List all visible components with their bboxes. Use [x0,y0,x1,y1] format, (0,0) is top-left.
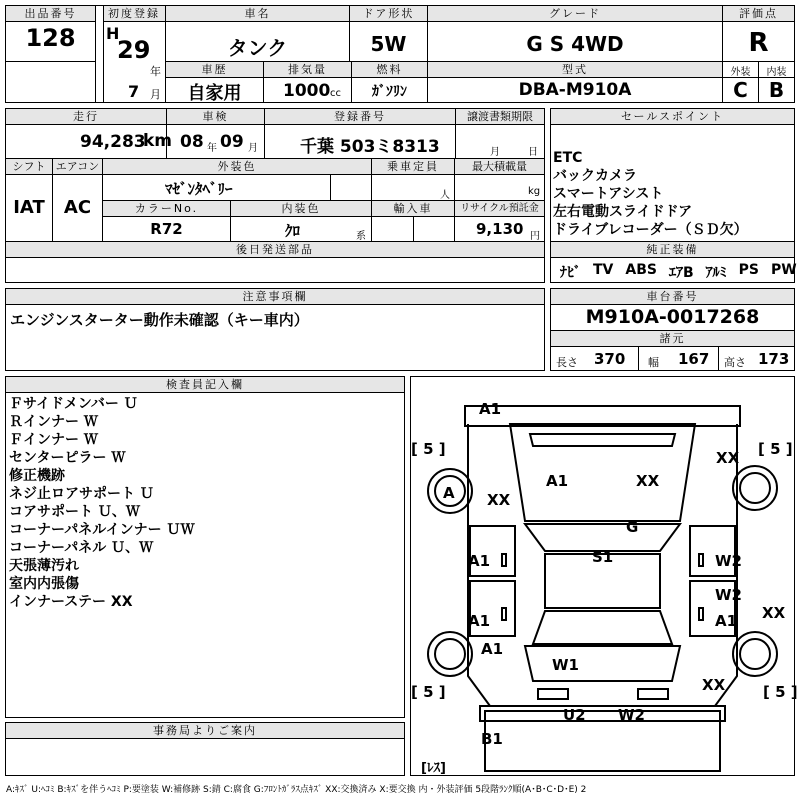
shift-label: シフト [6,159,52,175]
mileage-label: 走行 [6,109,166,125]
equip-item: PW [771,262,797,278]
inspector-line: Ｒインナー Ｗ [9,414,98,430]
interior-color: ｸﾛ [285,222,301,240]
mark-b1: B1 [481,730,503,748]
displacement-label: 排気量 [264,62,351,78]
mark-w2-door-r: W2 [715,552,742,570]
first-reg-month: 7 [128,82,140,101]
load-label: 最大積載量 [455,159,544,175]
history: 自家用 [187,83,242,104]
mark-a1-door-l: A1 [468,552,491,570]
mark-tire-rr: [ 5 ] [763,683,798,701]
chassis-label: 車台番号 [551,289,794,305]
height-label: 高さ [724,356,746,369]
inspector-line: 天張薄汚れ [9,558,79,574]
color-label: 外装色 [103,159,371,175]
model-label: 車名 [166,6,349,22]
type-code: DBA-M910A [518,80,632,100]
mark-xx-rq: XX [762,604,786,622]
history-label: 車歴 [166,62,263,78]
docs-month: 月 [490,147,500,158]
score: R [748,28,769,58]
shaken-label: 車検 [167,109,264,125]
equip-list [560,262,797,282]
load-unit: kg [528,186,541,197]
int-label: 内装 [766,67,787,78]
shift: IAT [13,197,45,218]
first-reg-year: 29 [117,36,151,64]
capacity-label: 乗車定員 [372,159,454,175]
fuel: ｶﾞｿﾘﾝ [372,84,407,100]
inspector-line: コーナーパネル Ｕ、Ｗ [9,540,154,556]
mark-g-glass: G [626,518,639,536]
mark-tire-fl: [ 5 ] [411,440,446,458]
notes-label: 注意事項欄 [6,289,544,305]
fuel-label: 燃料 [352,62,427,78]
km-unit: km [143,131,173,151]
int-score: B [768,78,785,102]
month-unit: 月 [150,88,161,101]
mark-a-fender: A [443,484,455,502]
type-label: 型式 [428,62,722,78]
yen-unit: 円 [530,231,540,242]
sales-list [553,149,748,239]
sales-item: バックカメラ [553,168,637,184]
inspector-line: コーナーパネルインナー ＵＷ [9,522,195,538]
plate-label: 登録番号 [265,109,455,125]
shaken-month-unit: 月 [248,143,258,154]
model-name: タンク [227,36,288,60]
year-unit: 年 [150,65,161,78]
equip-item: ｱﾙﾐ [705,265,727,281]
mark-s1-roof: S1 [592,548,614,566]
sales-item: スマートアシスト [553,186,664,202]
later-parts-label: 後日発送部品 [6,242,544,258]
ext-label: 外装 [730,67,751,78]
era: H [106,24,120,43]
shaken-year: 08 [180,132,204,152]
mark-w2-bumper: W2 [618,706,645,724]
length-value: 370 [594,350,626,368]
displacement: 1000 [283,81,331,101]
inspector-line: ネジ止ロアサポート Ｕ [9,486,154,502]
ac-label: エアコン [53,159,102,175]
door-label: ドア形状 [350,6,427,22]
color-name: ﾏｾﾞﾝﾀﾍﾞﾘｰ [165,180,233,198]
mark-w2-rear-r: W2 [715,586,742,604]
sales-item: ドライブレコーダー（ＳＤ欠） [553,222,748,238]
inspector-list [9,395,194,611]
docs-label: 譲渡書類期限 [456,109,544,125]
cc-unit: cc [330,88,341,99]
sales-item: ETC [553,150,583,166]
shaken-year-unit: 年 [207,143,217,154]
lot-label: 出品番号 [6,6,95,22]
color-no-label: カラーNo. [103,201,230,217]
shaken-month: 09 [220,132,244,152]
inspector-line: 修正機跡 [9,468,65,484]
inspector-line: センターピラー Ｗ [9,450,126,466]
equip-item: ﾅﾋﾞ [560,265,581,281]
equip-item: ABS [625,262,657,278]
width-label: 幅 [648,356,659,369]
capacity-unit: 人 [440,190,450,201]
mark-u2: U2 [563,706,586,724]
mark-spare: [ﾚｽ] [421,761,446,776]
first-reg-label: 初度登録 [103,6,165,22]
sales-label: セールスポイント [551,109,794,125]
width-value: 167 [678,350,710,368]
length-label: 長さ [556,356,578,369]
equip-item: ｴｱB [668,265,694,281]
interior-kei: 系 [356,231,366,242]
note-text: エンジンスターター動作未確認（キー車内） [10,311,309,329]
mark-tire-rl: [ 5 ] [411,683,446,701]
equip-item: PS [738,262,759,278]
inspector-line: コアサポート Ｕ、Ｗ [9,504,140,520]
mark-xx-hood: XX [636,472,660,490]
height-value: 173 [758,350,790,368]
color-no: R72 [150,220,183,238]
mark-a1-rear-r: A1 [715,612,738,630]
inspector-label: 検査員記入欄 [6,377,404,393]
recycle-amount: 9,130 [476,220,524,238]
mark-front-a1: A1 [479,400,502,418]
equip-label: 純正装備 [551,242,794,258]
door-type: 5W [370,32,407,56]
mark-tire-fr: [ 5 ] [758,440,793,458]
inspector-line: インナーステー XX [9,594,133,610]
plate-number: 千葉 503ミ8313 [300,137,440,157]
office-label: 事務局よりご案内 [6,723,404,739]
grade: G S 4WD [526,32,624,56]
mark-xx-fender: XX [487,491,511,509]
mark-a1-hood: A1 [546,472,569,490]
recycle-label: リサイクル預託金 [455,201,544,217]
legend: A:ｷｽﾞ U:ﾍｺﾐ B:ｷｽﾞを伴うﾍｺﾐ P:要塗装 W:補修跡 S:錆 C:腐食 G:ﾌﾛﾝﾄｶﾞﾗｽ点ｷｽﾞ XX:交換済み X:要交換 内・外装評価 5段階ﾗﾝｸ順(A･B･C･D･E) 2 [6,785,587,795]
inspector-line: Ｆサイドメンバー Ｕ [9,396,138,412]
sales-item: 左右電動スライドドア [553,204,693,220]
mileage: 94,283 [80,132,146,152]
docs-day: 日 [528,147,538,158]
lot-number: 128 [25,24,76,52]
ext-score: C [733,78,748,102]
grade-label: グレード [428,6,722,22]
inspector-line: Ｆインナー Ｗ [9,432,98,448]
mark-xx-fr: XX [716,449,740,467]
mark-a1-rear-l: A1 [468,612,491,630]
mark-w1-back: W1 [552,656,579,674]
mark-xx-rr: XX [702,676,726,694]
car-outline-diagram [410,376,795,776]
import-label: 輸入車 [372,201,454,217]
interior-label: 内装色 [231,201,371,217]
spec-label: 諸元 [551,331,794,347]
chassis-number: M910A-0017268 [585,306,760,328]
equip-item: TV [593,262,614,278]
mark-a1-rq-l: A1 [481,640,504,658]
inspector-line: 室内内張傷 [9,576,79,592]
ac: AC [63,197,92,218]
score-label: 評価点 [723,6,794,22]
